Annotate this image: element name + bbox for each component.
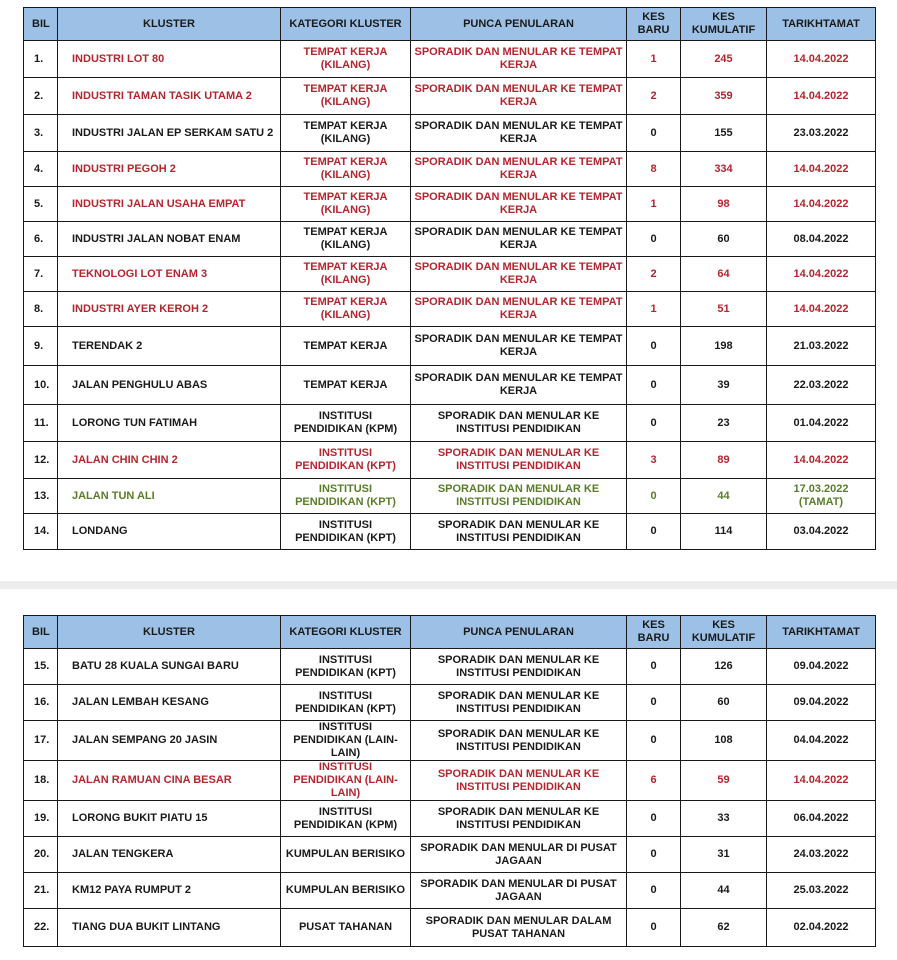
- header-punca: PUNCA PENULARAN: [411, 616, 627, 649]
- cell-punca: SPORADIK DAN MENULAR KE INSTITUSI PENDIDIKAN: [411, 479, 627, 514]
- cell-kes-kumulatif: 60: [681, 685, 767, 721]
- cell-kluster: LORONG TUN FATIMAH: [58, 405, 281, 442]
- cell-kategori: KUMPULAN BERISIKO: [281, 837, 411, 873]
- cell-bil: 12.: [24, 442, 58, 479]
- table-row: [24, 292, 876, 327]
- cell-kluster: TIANG DUA BUKIT LINTANG: [58, 909, 281, 947]
- cell-kes-kumulatif: 89: [681, 442, 767, 479]
- cell-kes-baru: 0: [627, 721, 681, 761]
- cell-kes-kumulatif: 126: [681, 649, 767, 685]
- header-bil: BIL: [24, 616, 58, 649]
- cell-tarikh: 25.03.2022: [767, 873, 876, 909]
- cell-punca: SPORADIK DAN MENULAR KE INSTITUSI PENDIDIKAN: [411, 514, 627, 550]
- cell-kategori: TEMPAT KERJA: [281, 366, 411, 405]
- cell-kluster: TEKNOLOGI LOT ENAM 3: [58, 257, 281, 292]
- cell-kes-baru: 0: [627, 405, 681, 442]
- cell-tarikh: 14.04.2022: [767, 187, 876, 222]
- cell-kes-baru: 1: [627, 41, 681, 78]
- header-kes-kumulatif: KES KUMULATIF: [681, 8, 767, 41]
- cell-bil: 7.: [24, 257, 58, 292]
- table-row: [24, 909, 876, 947]
- cell-kes-baru: 2: [627, 257, 681, 292]
- cell-punca: SPORADIK DAN MENULAR KE TEMPAT KERJA: [411, 187, 627, 222]
- table-row: [24, 649, 876, 685]
- cell-tarikh: 14.04.2022: [767, 442, 876, 479]
- cell-punca: SPORADIK DAN MENULAR KE TEMPAT KERJA: [411, 115, 627, 152]
- cell-punca: SPORADIK DAN MENULAR KE INSTITUSI PENDIDIKAN: [411, 405, 627, 442]
- cell-kes-baru: 0: [627, 115, 681, 152]
- cell-bil: 22.: [24, 909, 58, 947]
- cell-punca: SPORADIK DAN MENULAR DALAM PUSAT TAHANAN: [411, 909, 627, 947]
- cell-kes-kumulatif: 359: [681, 78, 767, 115]
- cell-bil: 17.: [24, 721, 58, 761]
- cell-bil: 8.: [24, 292, 58, 327]
- table-row: [24, 873, 876, 909]
- cell-kes-kumulatif: 33: [681, 801, 767, 837]
- cell-kes-baru: 0: [627, 514, 681, 550]
- table-row: [24, 442, 876, 479]
- cell-kes-baru: 0: [627, 837, 681, 873]
- cell-kluster: JALAN CHIN CHIN 2: [58, 442, 281, 479]
- cell-kes-kumulatif: 64: [681, 257, 767, 292]
- table-row: [24, 257, 876, 292]
- cell-kategori: INSTITUSI PENDIDIKAN (KPT): [281, 442, 411, 479]
- table-row: [24, 327, 876, 366]
- header-punca: PUNCA PENULARAN: [411, 8, 627, 41]
- cell-kes-baru: 1: [627, 187, 681, 222]
- cell-kluster: JALAN TENGKERA: [58, 837, 281, 873]
- header-kluster: KLUSTER: [58, 616, 281, 649]
- cell-bil: 20.: [24, 837, 58, 873]
- cell-kes-baru: 8: [627, 152, 681, 187]
- cell-kategori: INSTITUSI PENDIDIKAN (LAIN-LAIN): [281, 761, 411, 801]
- table-row: [24, 761, 876, 801]
- cell-kluster: BATU 28 KUALA SUNGAI BARU: [58, 649, 281, 685]
- header-kes-baru: KES BARU: [627, 616, 681, 649]
- cell-kes-kumulatif: 114: [681, 514, 767, 550]
- cell-kes-kumulatif: 198: [681, 327, 767, 366]
- cell-tarikh: 21.03.2022: [767, 327, 876, 366]
- cell-kes-baru: 0: [627, 801, 681, 837]
- cell-kategori: KUMPULAN BERISIKO: [281, 873, 411, 909]
- header-kes-baru: KES BARU: [627, 8, 681, 41]
- cell-bil: 19.: [24, 801, 58, 837]
- cluster-table-2: [23, 615, 876, 947]
- table-row: [24, 837, 876, 873]
- cell-kes-kumulatif: 31: [681, 837, 767, 873]
- cell-kes-kumulatif: 39: [681, 366, 767, 405]
- cell-punca: SPORADIK DAN MENULAR DI PUSAT JAGAAN: [411, 873, 627, 909]
- cell-punca: SPORADIK DAN MENULAR KE INSTITUSI PENDIDIKAN: [411, 721, 627, 761]
- cell-punca: SPORADIK DAN MENULAR KE TEMPAT KERJA: [411, 78, 627, 115]
- cell-kategori: INSTITUSI PENDIDIKAN (KPT): [281, 685, 411, 721]
- cell-kluster: LONDANG: [58, 514, 281, 550]
- cell-kes-baru: 0: [627, 479, 681, 514]
- cell-tarikh: 01.04.2022: [767, 405, 876, 442]
- cell-kategori: TEMPAT KERJA (KILANG): [281, 78, 411, 115]
- page-separator: [0, 581, 897, 589]
- cell-tarikh: 14.04.2022: [767, 761, 876, 801]
- cell-tarikh: 03.04.2022: [767, 514, 876, 550]
- cell-kes-baru: 0: [627, 873, 681, 909]
- table-row: [24, 801, 876, 837]
- cell-kategori: INSTITUSI PENDIDIKAN (KPM): [281, 405, 411, 442]
- header-tarikh: TARIKHTAMAT: [767, 616, 876, 649]
- cell-bil: 14.: [24, 514, 58, 550]
- cluster-table-1: [23, 7, 876, 550]
- cell-kes-kumulatif: 108: [681, 721, 767, 761]
- cell-punca: SPORADIK DAN MENULAR KE INSTITUSI PENDIDIKAN: [411, 761, 627, 801]
- cell-kes-baru: 0: [627, 366, 681, 405]
- header-bil: BIL: [24, 8, 58, 41]
- cell-punca: SPORADIK DAN MENULAR KE INSTITUSI PENDIDIKAN: [411, 442, 627, 479]
- cell-bil: 18.: [24, 761, 58, 801]
- cell-kluster: KM12 PAYA RUMPUT 2: [58, 873, 281, 909]
- cell-punca: SPORADIK DAN MENULAR KE TEMPAT KERJA: [411, 366, 627, 405]
- cell-punca: SPORADIK DAN MENULAR KE TEMPAT KERJA: [411, 257, 627, 292]
- cell-kategori: TEMPAT KERJA (KILANG): [281, 115, 411, 152]
- table-row: [24, 78, 876, 115]
- cell-kluster: INDUSTRI TAMAN TASIK UTAMA 2: [58, 78, 281, 115]
- cell-kategori: PUSAT TAHANAN: [281, 909, 411, 947]
- table-header-row: [24, 8, 876, 41]
- cell-tarikh: 04.04.2022: [767, 721, 876, 761]
- cell-punca: SPORADIK DAN MENULAR KE TEMPAT KERJA: [411, 327, 627, 366]
- cell-bil: 6.: [24, 222, 58, 257]
- cell-kluster: LORONG BUKIT PIATU 15: [58, 801, 281, 837]
- cell-kes-baru: 2: [627, 78, 681, 115]
- cell-bil: 21.: [24, 873, 58, 909]
- cell-kluster: JALAN TUN ALI: [58, 479, 281, 514]
- cell-kes-kumulatif: 155: [681, 115, 767, 152]
- cluster-sheet-bottom: [0, 589, 897, 960]
- cell-punca: SPORADIK DAN MENULAR KE INSTITUSI PENDIDIKAN: [411, 801, 627, 837]
- header-kes-kumulatif: KES KUMULATIF: [681, 616, 767, 649]
- cell-kluster: JALAN RAMUAN CINA BESAR: [58, 761, 281, 801]
- header-kategori: KATEGORI KLUSTER: [281, 616, 411, 649]
- cell-bil: 3.: [24, 115, 58, 152]
- cell-kluster: INDUSTRI AYER KEROH 2: [58, 292, 281, 327]
- cell-punca: SPORADIK DAN MENULAR KE TEMPAT KERJA: [411, 41, 627, 78]
- cell-bil: 10.: [24, 366, 58, 405]
- header-kluster: KLUSTER: [58, 8, 281, 41]
- cell-kluster: JALAN SEMPANG 20 JASIN: [58, 721, 281, 761]
- table-row: [24, 187, 876, 222]
- header-kategori: KATEGORI KLUSTER: [281, 8, 411, 41]
- table-row: [24, 479, 876, 514]
- cell-kategori: INSTITUSI PENDIDIKAN (KPT): [281, 479, 411, 514]
- cell-tarikh: 08.04.2022: [767, 222, 876, 257]
- cell-kes-baru: 0: [627, 685, 681, 721]
- cell-kes-kumulatif: 59: [681, 761, 767, 801]
- cell-bil: 13.: [24, 479, 58, 514]
- cell-kategori: TEMPAT KERJA (KILANG): [281, 152, 411, 187]
- cell-tarikh: 09.04.2022: [767, 685, 876, 721]
- cell-kategori: TEMPAT KERJA (KILANG): [281, 257, 411, 292]
- cell-kes-baru: 0: [627, 649, 681, 685]
- cell-tarikh: 14.04.2022: [767, 257, 876, 292]
- cell-kes-kumulatif: 62: [681, 909, 767, 947]
- cell-kategori: INSTITUSI PENDIDIKAN (LAIN-LAIN): [281, 721, 411, 761]
- cell-bil: 4.: [24, 152, 58, 187]
- cell-kluster: INDUSTRI LOT 80: [58, 41, 281, 78]
- table-row: [24, 514, 876, 550]
- table-row: [24, 405, 876, 442]
- cell-tarikh: 17.03.2022 (TAMAT): [767, 479, 876, 514]
- cell-kes-kumulatif: 23: [681, 405, 767, 442]
- cell-kluster: JALAN LEMBAH KESANG: [58, 685, 281, 721]
- cell-tarikh: 14.04.2022: [767, 78, 876, 115]
- cell-tarikh: 22.03.2022: [767, 366, 876, 405]
- cell-tarikh: 14.04.2022: [767, 152, 876, 187]
- cell-tarikh: 02.04.2022: [767, 909, 876, 947]
- cell-kategori: INSTITUSI PENDIDIKAN (KPT): [281, 514, 411, 550]
- cell-kes-kumulatif: 44: [681, 479, 767, 514]
- cell-bil: 16.: [24, 685, 58, 721]
- cell-kes-kumulatif: 60: [681, 222, 767, 257]
- cell-kluster: JALAN PENGHULU ABAS: [58, 366, 281, 405]
- cell-tarikh: 14.04.2022: [767, 41, 876, 78]
- cell-punca: SPORADIK DAN MENULAR KE TEMPAT KERJA: [411, 222, 627, 257]
- cell-punca: SPORADIK DAN MENULAR KE INSTITUSI PENDIDIKAN: [411, 649, 627, 685]
- table-row: [24, 41, 876, 78]
- cell-kes-baru: 0: [627, 327, 681, 366]
- cell-kluster: TERENDAK 2: [58, 327, 281, 366]
- table-row: [24, 721, 876, 761]
- cell-tarikh: 24.03.2022: [767, 837, 876, 873]
- cell-kes-baru: 1: [627, 292, 681, 327]
- cell-kategori: INSTITUSI PENDIDIKAN (KPM): [281, 801, 411, 837]
- cell-bil: 15.: [24, 649, 58, 685]
- cell-kes-baru: 6: [627, 761, 681, 801]
- cell-kes-kumulatif: 44: [681, 873, 767, 909]
- cell-punca: SPORADIK DAN MENULAR DI PUSAT JAGAAN: [411, 837, 627, 873]
- cell-bil: 9.: [24, 327, 58, 366]
- cell-kategori: INSTITUSI PENDIDIKAN (KPT): [281, 649, 411, 685]
- cell-bil: 1.: [24, 41, 58, 78]
- cell-kluster: INDUSTRI PEGOH 2: [58, 152, 281, 187]
- cell-punca: SPORADIK DAN MENULAR KE TEMPAT KERJA: [411, 152, 627, 187]
- cell-kluster: INDUSTRI JALAN USAHA EMPAT: [58, 187, 281, 222]
- cell-kes-kumulatif: 245: [681, 41, 767, 78]
- cell-kluster: INDUSTRI JALAN EP SERKAM SATU 2: [58, 115, 281, 152]
- header-tarikh: TARIKHTAMAT: [767, 8, 876, 41]
- cell-kategori: TEMPAT KERJA (KILANG): [281, 222, 411, 257]
- table-row: [24, 115, 876, 152]
- cell-punca: SPORADIK DAN MENULAR KE INSTITUSI PENDIDIKAN: [411, 685, 627, 721]
- cell-bil: 5.: [24, 187, 58, 222]
- table-header-row: [24, 616, 876, 649]
- cell-kes-kumulatif: 98: [681, 187, 767, 222]
- table-row: [24, 222, 876, 257]
- cell-kategori: TEMPAT KERJA: [281, 327, 411, 366]
- table-row: [24, 152, 876, 187]
- cell-kes-baru: 3: [627, 442, 681, 479]
- cell-tarikh: 09.04.2022: [767, 649, 876, 685]
- cell-kategori: TEMPAT KERJA (KILANG): [281, 292, 411, 327]
- cell-tarikh: 14.04.2022: [767, 292, 876, 327]
- cell-kes-kumulatif: 334: [681, 152, 767, 187]
- cell-kategori: TEMPAT KERJA (KILANG): [281, 187, 411, 222]
- cell-kluster: INDUSTRI JALAN NOBAT ENAM: [58, 222, 281, 257]
- cell-kategori: TEMPAT KERJA (KILANG): [281, 41, 411, 78]
- cell-tarikh: 23.03.2022: [767, 115, 876, 152]
- table-row: [24, 366, 876, 405]
- cell-kes-baru: 0: [627, 909, 681, 947]
- table-row: [24, 685, 876, 721]
- cell-punca: SPORADIK DAN MENULAR KE TEMPAT KERJA: [411, 292, 627, 327]
- cell-tarikh: 06.04.2022: [767, 801, 876, 837]
- cell-kes-baru: 0: [627, 222, 681, 257]
- cell-bil: 11.: [24, 405, 58, 442]
- cell-kes-kumulatif: 51: [681, 292, 767, 327]
- cell-bil: 2.: [24, 78, 58, 115]
